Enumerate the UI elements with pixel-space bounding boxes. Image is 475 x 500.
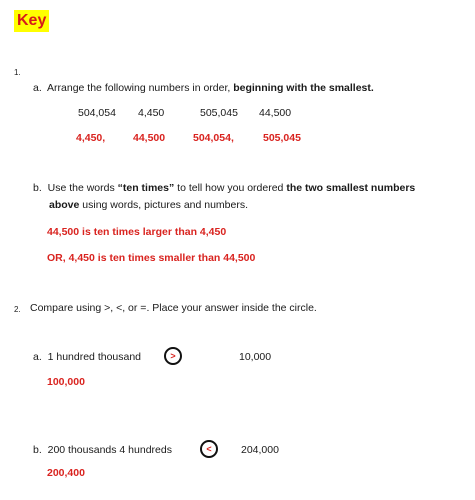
question-1b-bold-above: above [49,199,80,211]
answer-1a-fourth: 505,045 [263,132,301,144]
question-2-number: 2. [14,305,21,314]
answer-circle-2b: < [200,440,218,458]
number-4450: 4,450 [138,107,165,119]
question-2a-left [33,351,141,364]
number-44500: 44,500 [259,107,292,119]
answer-2a: 100,000 [47,376,85,388]
question-1a-prompt [33,82,374,95]
answer-1a-first: 4,450, [76,132,106,144]
answer-1a-third: 504,054, [193,132,234,144]
question-1b-letter: b. [33,182,42,194]
question-1b-prompt-line1 [33,182,415,195]
question-1a-prompt-bold: beginning with the smallest. [233,82,374,94]
question-2b-right: 204,000 [241,444,279,456]
answer-1b-line1: 44,500 is ten times larger than 4,450 [47,226,227,238]
question-1b-text: using words, pictures and numbers. [79,199,249,211]
question-2b-letter: b. [33,444,42,456]
question-1b-text: Use the words [47,182,118,194]
number-504054: 504,054 [78,107,116,119]
number-505045: 505,045 [200,107,238,119]
question-2a-right: 10,000 [239,351,272,363]
question-2b-left [33,444,172,457]
answer-2b: 200,400 [47,467,85,479]
answer-circle-2a: > [164,347,182,365]
question-1-number: 1. [14,68,21,77]
question-1b-prompt-line2 [49,199,248,212]
answer-1a-second: 44,500 [133,132,166,144]
key-label: Key [14,10,49,32]
question-1a-prompt-text: Arrange the following numbers in order, [47,82,234,94]
question-1a-letter: a. [33,82,42,94]
question-1b-text: to tell how you ordered [174,182,287,194]
answer-1b-line2: OR, 4,450 is ten times smaller than 44,500 [47,252,256,264]
question-2b-left-text: 200 thousands 4 hundreds [47,444,172,456]
question-1b-bold-ten-times: “ten times” [117,182,175,194]
question-2a-letter: a. [33,351,42,363]
question-2-prompt: Compare using >, <, or =. Place your answer inside the circle. [30,302,317,314]
question-1b-bold-two-smallest: the two smallest numbers [286,182,416,194]
question-2a-left-text: 1 hundred thousand [47,351,142,363]
